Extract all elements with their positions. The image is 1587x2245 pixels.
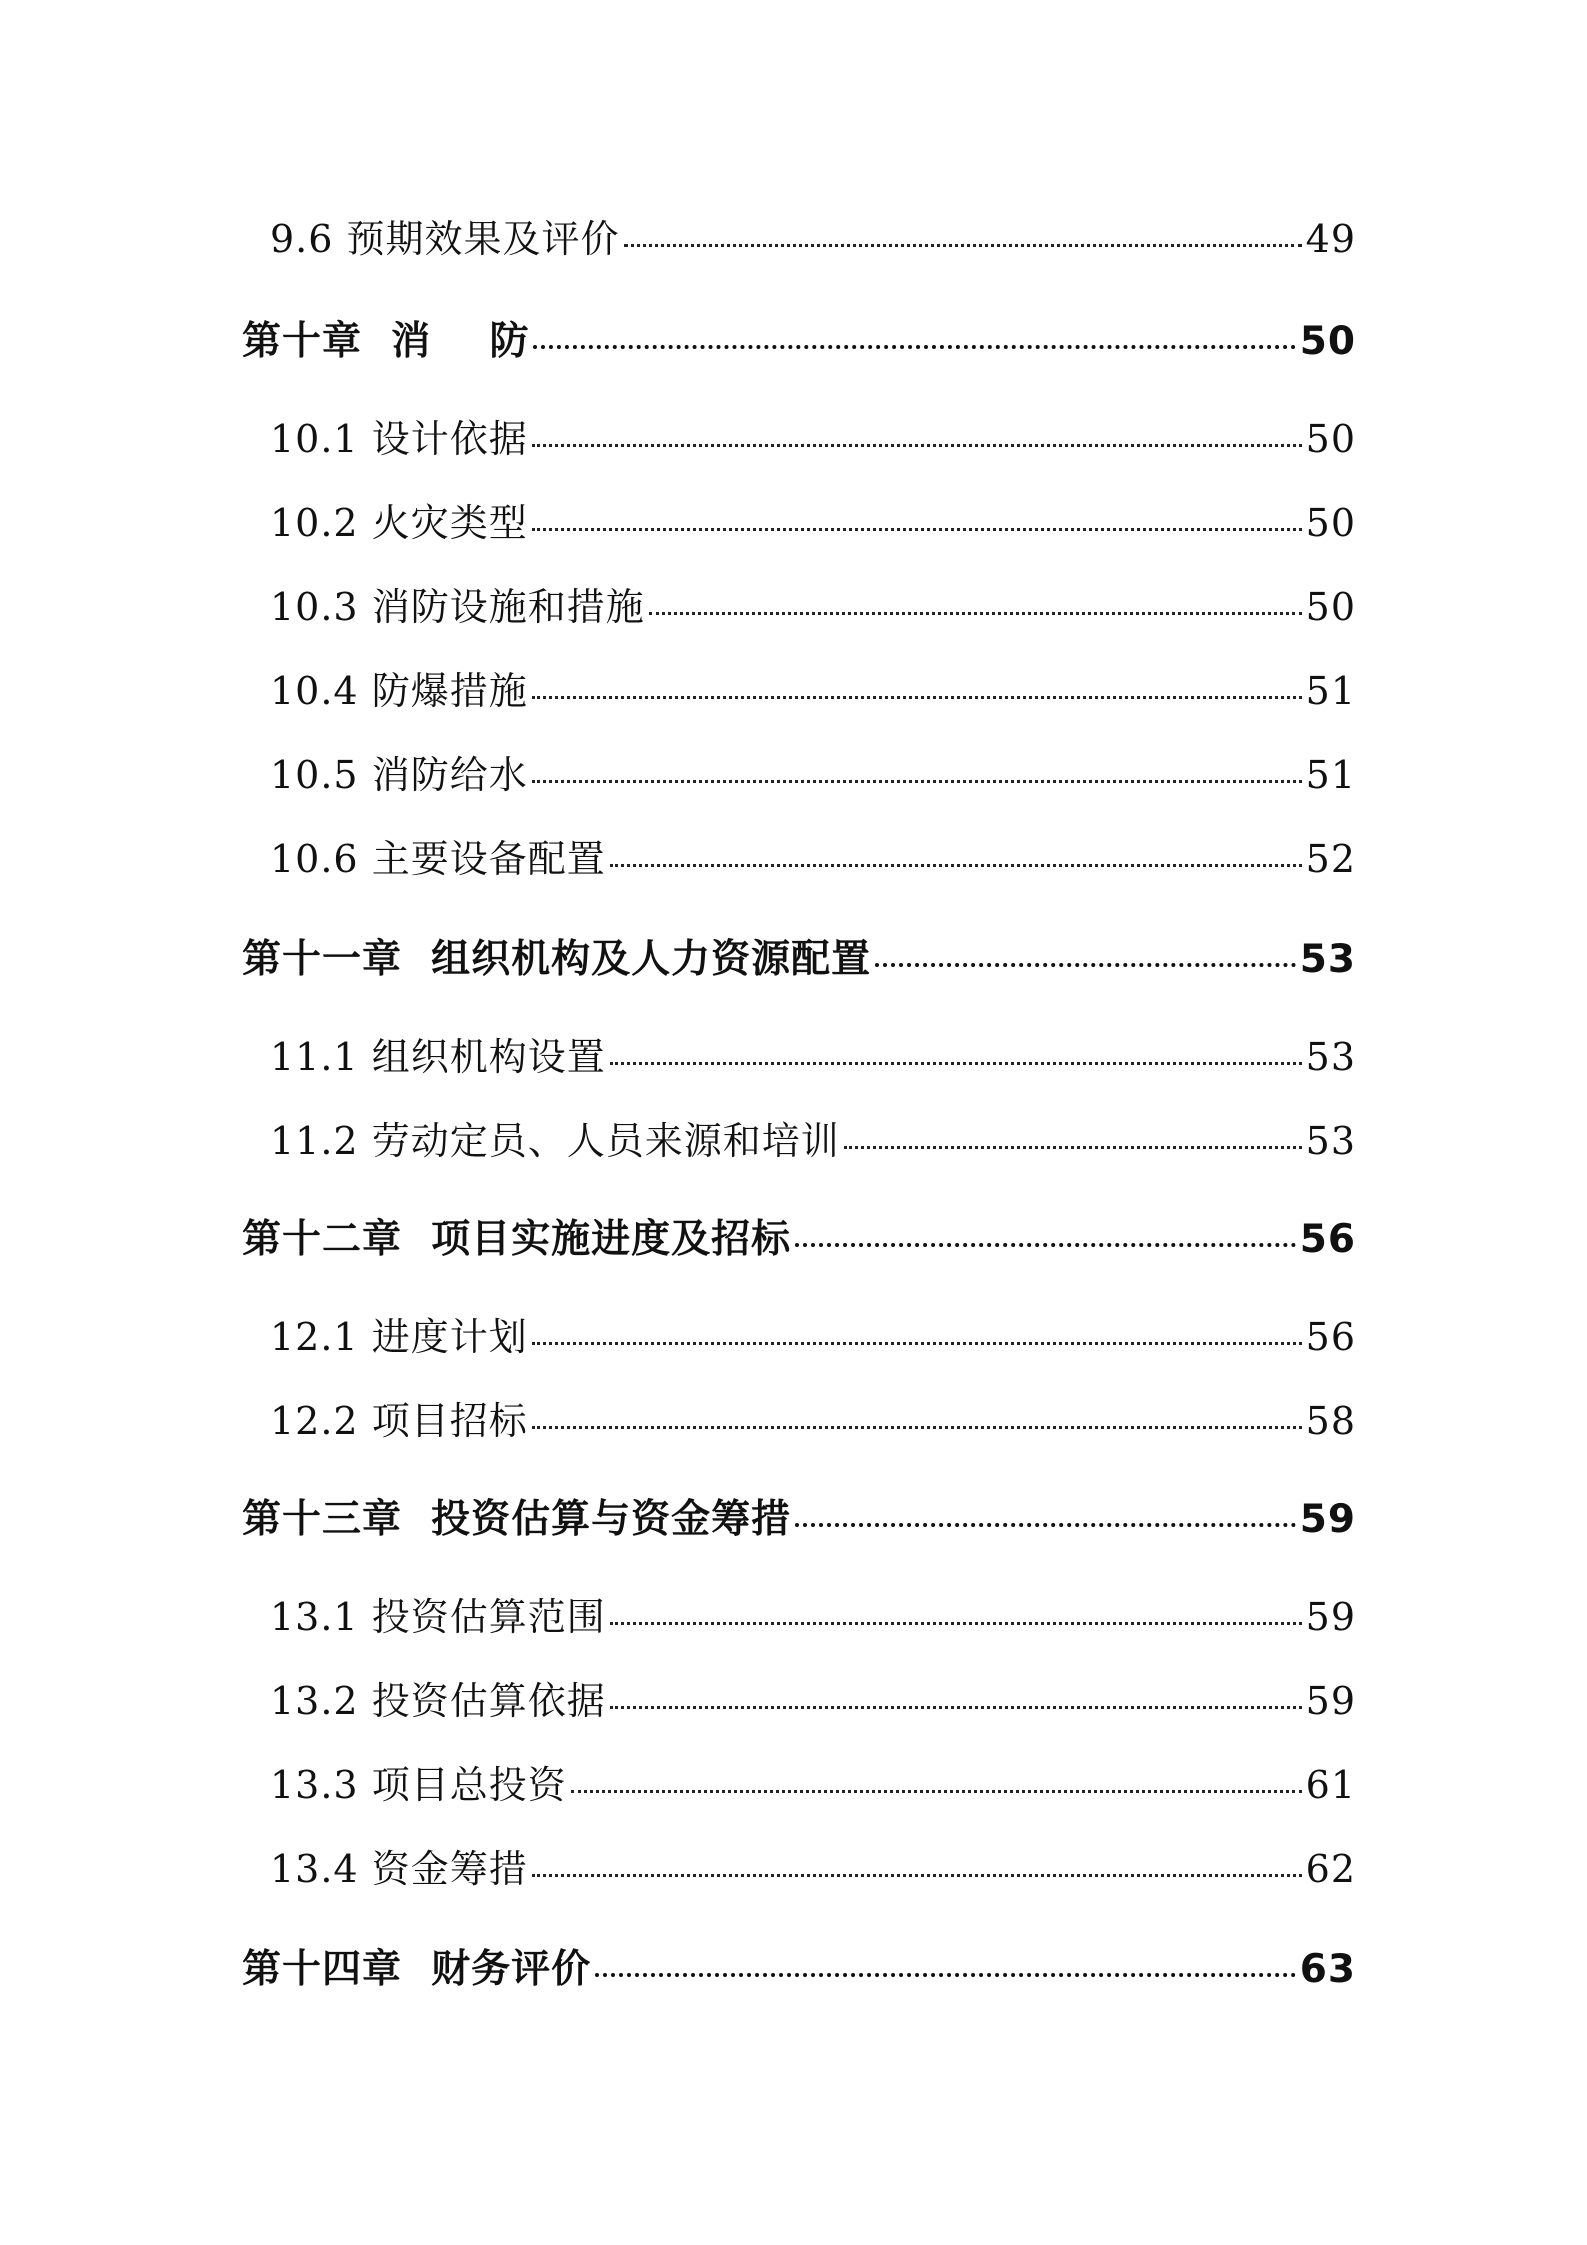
toc-entry-page-number: 52 (1305, 837, 1356, 881)
dot-leader (532, 1396, 1302, 1434)
toc-entry-10-4[interactable] (270, 660, 1356, 715)
toc-entry-13-1[interactable] (270, 1586, 1356, 1641)
toc-entry-title: 10.5 消防给水 (270, 753, 528, 797)
dot-leader (610, 1592, 1302, 1630)
toc-entry-title: 10.2 火灾类型 (270, 501, 528, 545)
toc-chapter-title: 第十二章 项目实施进度及招标 (242, 1217, 792, 1262)
toc-entry-10-1[interactable] (270, 408, 1356, 463)
dot-leader (610, 834, 1302, 872)
toc-chapter-13[interactable] (242, 1488, 1356, 1544)
toc-entry-page-number: 61 (1305, 1763, 1356, 1807)
toc-entry-page-number: 58 (1305, 1399, 1356, 1443)
dot-leader (844, 1116, 1302, 1154)
dot-leader (533, 315, 1295, 354)
toc-entry-page-number: 50 (1305, 417, 1356, 461)
toc-entry-title: 10.1 设计依据 (270, 417, 528, 461)
toc-entry-page-number: 53 (1305, 1119, 1356, 1163)
toc-entry-page-number: 56 (1305, 1315, 1356, 1359)
toc-entry-11-1[interactable] (270, 1026, 1356, 1081)
toc-entry-9-6[interactable] (270, 208, 1356, 263)
dot-leader (624, 214, 1302, 252)
dot-leader (532, 414, 1302, 452)
dot-leader (532, 498, 1302, 536)
toc-entry-page-number: 51 (1305, 753, 1356, 797)
toc-entry-title: 13.1 投资估算范围 (270, 1595, 606, 1639)
toc-entry-12-2[interactable] (270, 1390, 1356, 1445)
dot-leader (795, 1213, 1296, 1252)
toc-entry-title: 11.2 劳动定员、人员来源和培训 (270, 1119, 840, 1163)
toc-entry-title: 11.1 组织机构设置 (270, 1035, 606, 1079)
dot-leader (795, 1493, 1296, 1532)
toc-entry-title: 13.3 项目总投资 (270, 1763, 567, 1807)
toc-entry-page-number: 62 (1305, 1847, 1356, 1891)
toc-chapter-page-number: 50 (1299, 319, 1356, 364)
toc-entry-title: 12.2 项目招标 (270, 1399, 528, 1443)
dot-leader (532, 750, 1302, 788)
toc-chapter-page-number: 63 (1299, 1947, 1356, 1992)
toc-entry-13-2[interactable] (270, 1670, 1356, 1725)
toc-entry-13-3[interactable] (270, 1754, 1356, 1809)
toc-entry-page-number: 51 (1305, 669, 1356, 713)
dot-leader (595, 1943, 1296, 1982)
dot-leader (532, 666, 1302, 704)
toc-entry-page-number: 50 (1305, 501, 1356, 545)
toc-entry-10-2[interactable] (270, 492, 1356, 547)
toc-entry-title: 10.6 主要设备配置 (270, 837, 606, 881)
dot-leader (875, 933, 1296, 972)
dot-leader (610, 1032, 1302, 1070)
toc-chapter-14[interactable] (242, 1938, 1356, 1994)
toc-chapter-page-number: 59 (1299, 1497, 1356, 1542)
toc-chapter-11[interactable] (242, 928, 1356, 984)
toc-entry-title: 9.6 预期效果及评价 (270, 217, 620, 261)
toc-chapter-title: 第十一章 组织机构及人力资源配置 (242, 937, 872, 982)
toc-entry-title: 10.4 防爆措施 (270, 669, 528, 713)
toc-entry-page-number: 53 (1305, 1035, 1356, 1079)
toc-entry-page-number: 49 (1305, 217, 1356, 261)
toc-entry-title: 13.4 资金筹措 (270, 1847, 528, 1891)
toc-entry-10-5[interactable] (270, 744, 1356, 799)
toc-entry-title: 10.3 消防设施和措施 (270, 585, 645, 629)
toc-entry-title: 13.2 投资估算依据 (270, 1679, 606, 1723)
toc-entry-page-number: 59 (1305, 1679, 1356, 1723)
toc-entry-12-1[interactable] (270, 1306, 1356, 1361)
toc-chapter-12[interactable] (242, 1208, 1356, 1264)
dot-leader (610, 1676, 1302, 1714)
dot-leader (571, 1760, 1302, 1798)
dot-leader (532, 1312, 1302, 1350)
toc-entry-10-3[interactable] (270, 576, 1356, 631)
toc-entry-page-number: 59 (1305, 1595, 1356, 1639)
toc-entry-13-4[interactable] (270, 1838, 1356, 1893)
toc-chapter-page-number: 56 (1299, 1217, 1356, 1262)
toc-chapter-title: 第十章 消 防 (242, 319, 530, 364)
dot-leader (649, 582, 1302, 620)
toc-entry-10-6[interactable] (270, 828, 1356, 883)
toc-chapter-10[interactable] (242, 310, 1356, 366)
toc-chapter-title: 第十三章 投资估算与资金筹措 (242, 1497, 792, 1542)
toc-chapter-title: 第十四章 财务评价 (242, 1947, 592, 1992)
toc-chapter-page-number: 53 (1299, 937, 1356, 982)
toc-entry-page-number: 50 (1305, 585, 1356, 629)
toc-entry-title: 12.1 进度计划 (270, 1315, 528, 1359)
toc-entry-11-2[interactable] (270, 1110, 1356, 1165)
dot-leader (532, 1844, 1302, 1882)
